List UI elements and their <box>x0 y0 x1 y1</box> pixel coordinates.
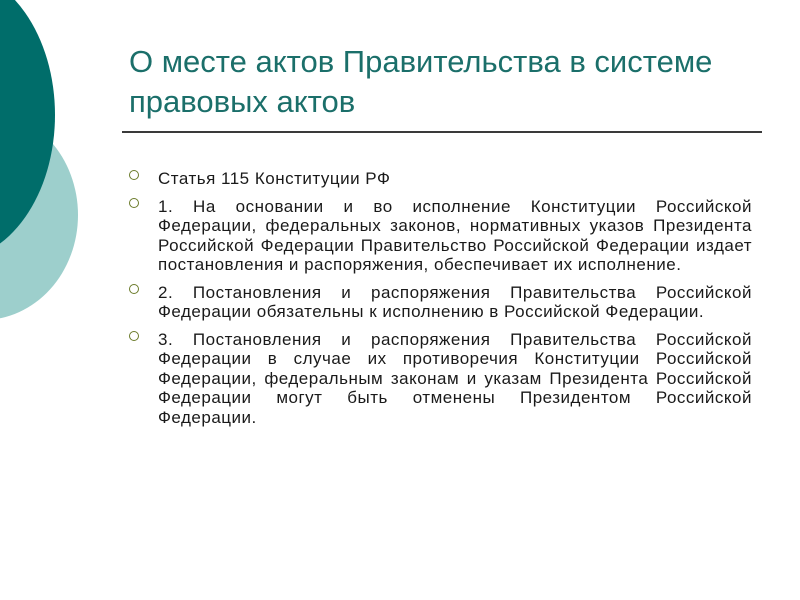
bullet-circle-icon <box>129 170 139 180</box>
list-item <box>128 169 752 189</box>
list-item-text: Статья 115 Конституции РФ <box>158 169 391 188</box>
bullet-circle-icon <box>129 284 139 294</box>
list-item <box>128 197 752 275</box>
list-item-text: 1. На основании и во исполнение Конституции Российской Федерации, федеральных законов, нормативных указов Президента Российской Федерации Правительство Российской Федерации издает постановления и распоряжения, обеспечивает их исполнение. <box>158 196 752 274</box>
list-item-text: 2. Постановления и распоряжения Правительства Российской Федерации обязательны к исполнению в Российской Федерации. <box>158 282 752 321</box>
bullet-circle-icon <box>129 331 139 341</box>
bullet-circle-icon <box>129 198 139 208</box>
list-item <box>128 283 752 322</box>
slide-title: О месте актов Правительства в системе правовых актов <box>129 44 713 119</box>
bullet-list <box>128 169 752 435</box>
title-divider <box>122 131 762 133</box>
list-item <box>128 330 752 428</box>
list-item-text: 3. Постановления и распоряжения Правительства Российской Федерации в случае их противоречия Конституции Российской Федерации, федеральным законам и указам Президента Российской Федерации могут быть отменены Президентом Российской Федерации. <box>158 329 752 427</box>
